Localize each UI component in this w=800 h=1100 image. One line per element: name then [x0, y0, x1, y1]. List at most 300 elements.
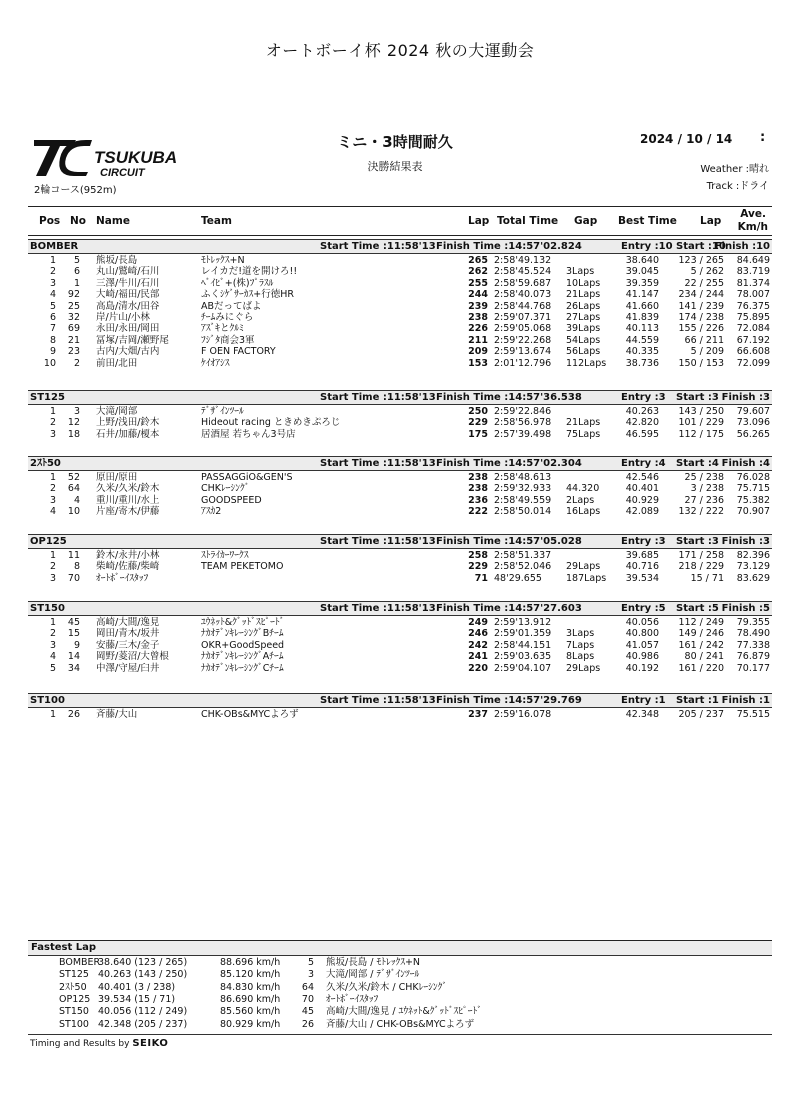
cell-no: 12	[67, 417, 80, 429]
result-row	[28, 495, 772, 506]
cell-no: 1	[73, 277, 80, 289]
cell-total-time: 2:58'49.132	[494, 255, 552, 266]
cell-best-time: 42.820	[625, 417, 659, 429]
cell-ave: 78.490	[736, 628, 770, 640]
col-best-lap: Lap	[700, 215, 722, 227]
cell-no: 11	[67, 550, 80, 561]
cell-pos: 5	[49, 662, 56, 674]
cell-best-lap: 101 / 229	[678, 417, 724, 429]
cell-gap: 21Laps	[566, 417, 601, 429]
cell-team: ﾅｶｵﾃﾞﾝｷﾚｰｼﾝｸﾞAﾁｰﾑ	[201, 651, 284, 663]
event-title: オートボーイ杯 2024 秋の大運動会	[265, 41, 535, 60]
cell-best-time: 41.660	[625, 300, 659, 312]
cell-no: 18	[67, 428, 80, 440]
class-header	[28, 239, 772, 254]
cell-best-time: 41.057	[625, 639, 659, 651]
cell-lap: 249	[468, 617, 488, 628]
cell-best-time: 44.559	[625, 334, 659, 346]
fl-rider-team: 斉藤/大山 / CHK-OBs&MYCよろず	[326, 1018, 475, 1030]
cell-no: 92	[67, 289, 80, 301]
fl-time: 42.348 (205 / 237)	[98, 1018, 188, 1030]
class-finish-time: Finish Time :14:57'36.538	[436, 392, 582, 403]
cell-total-time: 2:59'13.912	[494, 617, 552, 628]
cell-gap: 3Laps	[566, 266, 595, 278]
class-header	[28, 456, 772, 471]
result-row	[28, 561, 772, 572]
cell-total-time: 2:59'32.933	[494, 483, 552, 495]
cell-pos: 3	[49, 277, 56, 289]
cell-best-lap: 66 / 211	[684, 334, 724, 346]
col-ave: Ave.	[740, 208, 766, 220]
cell-name: 永田/永田/岡田	[96, 323, 160, 335]
cell-best-time: 40.800	[625, 628, 659, 640]
cell-total-time: 48'29.655	[494, 572, 542, 584]
result-row	[28, 346, 772, 357]
cell-ave: 66.608	[736, 346, 770, 358]
result-row	[28, 550, 772, 561]
cell-best-lap: 22 / 255	[684, 277, 724, 289]
cell-ave: 76.375	[736, 300, 770, 312]
cell-best-lap: 112 / 249	[678, 617, 724, 628]
fl-rider-team: 大滝/岡部 / ﾃﾞｻﾞｲﾝﾂｰﾙ	[326, 969, 420, 981]
cell-pos: 2	[49, 417, 56, 429]
fl-time: 40.401 (3 / 238)	[98, 981, 176, 993]
cell-best-lap: 123 / 265	[678, 255, 724, 266]
cell-name: 重川/重川/水上	[96, 494, 160, 506]
fastest-lap-row	[28, 1006, 772, 1018]
fl-class: ST100	[59, 1018, 89, 1030]
cell-team: PASSAGGiO&GEN'S	[201, 472, 293, 483]
cell-ave: 72.084	[736, 323, 770, 335]
class-name: ST150	[30, 603, 65, 614]
cell-ave: 83.629	[736, 572, 770, 584]
cell-lap: 241	[468, 651, 488, 663]
cell-total-time: 2:58'52.046	[494, 561, 552, 573]
cell-team: CHKﾚｰｼﾝｸﾞ	[201, 483, 250, 495]
cell-best-lap: 218 / 229	[678, 561, 724, 573]
cell-ave: 78.007	[736, 289, 770, 301]
class-header	[28, 601, 772, 616]
cell-pos: 7	[49, 323, 56, 335]
result-row	[28, 663, 772, 674]
cell-team: 居酒屋 若ちゃん3号店	[201, 428, 296, 440]
cell-pos: 4	[49, 289, 56, 301]
class-start-time: Start Time :11:58'13	[320, 458, 436, 469]
cell-no: 34	[67, 662, 80, 674]
fl-speed: 84.830 km/h	[220, 981, 281, 993]
result-row	[28, 301, 772, 312]
class-start-time: Start Time :11:58'13	[320, 695, 436, 706]
cell-team: CHK-OBs&MYCよろず	[201, 709, 299, 720]
cell-name: 前田/北田	[96, 357, 138, 369]
cell-gap: 187Laps	[566, 572, 607, 584]
cell-best-lap: 155 / 226	[678, 323, 724, 335]
fl-speed: 86.690 km/h	[220, 993, 281, 1005]
result-row	[28, 472, 772, 483]
cell-gap: 26Laps	[566, 300, 601, 312]
fl-time: 40.263 (143 / 250)	[98, 969, 188, 981]
cell-total-time: 2:58'50.014	[494, 506, 552, 518]
cell-team: ﾍﾞｲﾋﾞ+(株)ﾌﾟﾗｽﾙ	[201, 277, 274, 289]
cell-best-time: 40.192	[625, 662, 659, 674]
cell-name: 石井/加藤/榎本	[96, 428, 160, 440]
fl-no: 70	[301, 993, 314, 1005]
cell-team: ｹｲｵｱｼｽ	[201, 357, 230, 369]
cell-lap: 265	[468, 255, 488, 266]
cell-lap: 255	[468, 277, 488, 289]
cell-ave: 76.879	[736, 651, 770, 663]
cell-name: 柴崎/佐藤/柴崎	[96, 561, 160, 573]
fl-no: 64	[301, 981, 314, 993]
cell-lap: 71	[474, 572, 488, 584]
cell-team: F OEN FACTORY	[201, 346, 276, 358]
cell-gap: 54Laps	[566, 334, 601, 346]
cell-pos: 8	[49, 334, 56, 346]
cell-pos: 2	[49, 483, 56, 495]
class-start-count: Start :1	[676, 695, 719, 706]
cell-name: 岡田/青木/坂井	[96, 628, 160, 640]
result-row	[28, 266, 772, 277]
fl-speed: 80.929 km/h	[220, 1018, 281, 1030]
class-start-time: Start Time :11:58'13	[320, 392, 436, 403]
cell-gap: 112Laps	[566, 357, 607, 369]
cell-no: 5	[73, 255, 80, 266]
cell-pos: 1	[49, 550, 56, 561]
timing-prefix: Timing and Results by	[30, 1039, 130, 1049]
cell-name: 久米/久米/鈴木	[96, 483, 160, 495]
cell-ave: 79.607	[736, 406, 770, 417]
cell-no: 15	[67, 628, 80, 640]
cell-no: 70	[67, 572, 80, 584]
result-row	[28, 255, 772, 266]
cell-name: 原田/原田	[96, 472, 138, 483]
fl-time: 39.534 (15 / 71)	[98, 993, 176, 1005]
cell-lap: 238	[468, 312, 488, 323]
cell-name: 丸山/鷲崎/石川	[96, 266, 160, 278]
class-finish-time: Finish Time :14:57'02.824	[436, 241, 582, 252]
cell-best-lap: 174 / 238	[678, 312, 724, 323]
class-start-count: Start :10	[676, 241, 726, 252]
cell-lap: 242	[468, 639, 488, 651]
cell-pos: 3	[49, 494, 56, 506]
cell-ave: 67.192	[736, 334, 770, 346]
cell-ave: 84.649	[736, 255, 770, 266]
cell-lap: 258	[468, 550, 488, 561]
fl-class: OP125	[59, 993, 91, 1005]
cell-no: 45	[67, 617, 80, 628]
class-name: OP125	[30, 536, 67, 547]
cell-no: 52	[67, 472, 80, 483]
cell-name: 片座/寄木/伊藤	[96, 506, 160, 518]
class-finish-count: Finish :5	[721, 603, 770, 614]
result-row	[28, 506, 772, 517]
cell-ave: 56.265	[736, 428, 770, 440]
class-start-count: Start :4	[676, 458, 719, 469]
cell-total-time: 2:58'49.559	[494, 494, 552, 506]
cell-no: 2	[73, 357, 80, 369]
cell-pos: 4	[49, 651, 56, 663]
col-best-time: Best Time	[618, 215, 677, 227]
class-finish-count: Finish :1	[721, 695, 770, 706]
cell-name: 熊坂/長島	[96, 255, 138, 266]
timing-credit	[30, 1038, 168, 1049]
cell-pos: 1	[49, 472, 56, 483]
cell-gap: 3Laps	[566, 628, 595, 640]
cell-best-lap: 205 / 237	[678, 709, 724, 720]
class-name: ST100	[30, 695, 65, 706]
fastest-lap-title: Fastest Lap	[31, 942, 96, 953]
result-row	[28, 406, 772, 417]
result-row	[28, 709, 772, 720]
cell-pos: 1	[49, 255, 56, 266]
cell-team: GOODSPEED	[201, 494, 262, 506]
fl-class: 2ｽﾄ50	[59, 981, 87, 993]
class-finish-time: Finish Time :14:57'05.028	[436, 536, 582, 547]
cell-gap: 10Laps	[566, 277, 601, 289]
cell-ave: 75.515	[736, 709, 770, 720]
cell-pos: 4	[49, 506, 56, 518]
cell-best-lap: 234 / 244	[678, 289, 724, 301]
cell-team: ﾕｳﾈｯﾄ&ｸﾞｯﾄﾞｽﾋﾟｰﾄﾞ	[201, 617, 285, 628]
fl-class: BOMBER	[59, 957, 101, 968]
class-entry-count: Entry :1	[621, 695, 666, 706]
cell-name: 鈴木/永井/小林	[96, 550, 160, 561]
cell-name: 斉藤/大山	[96, 709, 138, 720]
cell-ave: 77.338	[736, 639, 770, 651]
cell-total-time: 2:58'51.337	[494, 550, 552, 561]
cell-best-lap: 5 / 262	[690, 266, 724, 278]
class-finish-time: Finish Time :14:57'27.603	[436, 603, 582, 614]
cell-name: 大滝/岡部	[96, 406, 138, 417]
cell-best-lap: 161 / 242	[678, 639, 724, 651]
result-row	[28, 358, 772, 369]
col-lap: Lap	[468, 215, 490, 227]
course-label: 2輪コース(952m)	[34, 185, 117, 196]
cell-team: ﾓﾄﾚｯｸｽ+N	[201, 255, 245, 266]
cell-best-time: 41.147	[625, 289, 659, 301]
cell-team: レイカだ!道を開けろ!!	[201, 266, 298, 278]
cell-pos: 9	[49, 346, 56, 358]
cell-name: 冨塚/吉岡/瀬野尾	[96, 334, 169, 346]
class-name: 2ｽﾄ50	[30, 458, 61, 469]
class-name: ST125	[30, 392, 65, 403]
fl-no: 3	[307, 969, 314, 981]
logo-sub: CIRCUIT	[100, 167, 145, 179]
result-row	[28, 640, 772, 651]
cell-lap: 211	[468, 334, 488, 346]
cell-name: 中澤/守屋/臼井	[96, 662, 160, 674]
cell-total-time: 2:57'39.498	[494, 428, 552, 440]
cell-no: 9	[73, 639, 80, 651]
cell-team: TEAM PEKETOMO	[201, 561, 284, 573]
cell-total-time: 2:58'59.687	[494, 277, 552, 289]
cell-total-time: 2:01'12.796	[494, 357, 552, 369]
result-row	[28, 289, 772, 300]
cell-total-time: 2:58'45.524	[494, 266, 552, 278]
cell-ave: 76.028	[736, 472, 770, 483]
fastest-lap-row	[28, 994, 772, 1006]
col-no: No	[70, 215, 87, 227]
class-entry-count: Entry :3	[621, 392, 666, 403]
cell-total-time: 2:59'07.371	[494, 312, 552, 323]
cell-best-time: 39.685	[625, 550, 659, 561]
fl-rider-team: 久米/久米/鈴木 / CHKﾚｰｼﾝｸﾞ	[326, 981, 448, 993]
cell-gap: 27Laps	[566, 312, 601, 323]
class-entry-count: Entry :3	[621, 536, 666, 547]
cell-no: 4	[73, 494, 80, 506]
cell-lap: 209	[468, 346, 488, 358]
fastest-lap-header	[28, 940, 772, 956]
fl-time: 38.640 (123 / 265)	[98, 957, 188, 968]
cell-no: 3	[73, 406, 80, 417]
cell-best-time: 40.056	[625, 617, 659, 628]
col-total-time: Total Time	[497, 215, 559, 227]
cell-lap: 246	[468, 628, 488, 640]
class-start-count: Start :3	[676, 536, 719, 547]
cell-pos: 1	[49, 617, 56, 628]
result-row	[28, 483, 772, 494]
cell-total-time: 2:59'05.068	[494, 323, 552, 335]
cell-best-lap: 161 / 220	[678, 662, 724, 674]
cell-best-time: 41.839	[625, 312, 659, 323]
cell-best-time: 40.716	[625, 561, 659, 573]
cell-team: ﾅｶｵﾃﾞﾝｷﾚｰｼﾝｸﾞCﾁｰﾑ	[201, 662, 284, 674]
cell-pos: 1	[49, 406, 56, 417]
cell-team: ABだってばよ	[201, 300, 262, 312]
col-gap: Gap	[574, 215, 598, 227]
class-finish-count: Finish :10	[714, 241, 770, 252]
cell-best-time: 42.546	[625, 472, 659, 483]
cell-team: ふくｼｹﾞｻｰｶｽ+行徳HR	[201, 289, 294, 301]
cell-lap: 237	[468, 709, 488, 720]
cell-pos: 3	[49, 639, 56, 651]
cell-team: ﾅｶｵﾃﾞﾝｷﾚｰｼﾝｸﾞBﾁｰﾑ	[201, 628, 284, 640]
cell-pos: 5	[49, 300, 56, 312]
fl-class: ST125	[59, 969, 89, 981]
class-start-count: Start :3	[676, 392, 719, 403]
cell-gap: 75Laps	[566, 428, 601, 440]
cell-best-lap: 3 / 238	[690, 483, 724, 495]
cell-best-time: 42.348	[625, 709, 659, 720]
cell-lap: 244	[468, 289, 488, 301]
class-entry-count: Entry :5	[621, 603, 666, 614]
race-title: ミニ・3時間耐久	[337, 133, 453, 151]
cell-no: 8	[73, 561, 80, 573]
cell-lap: 229	[468, 561, 488, 573]
cell-name: 上野/浅田/鈴木	[96, 417, 160, 429]
fl-time: 40.056 (112 / 249)	[98, 1006, 188, 1018]
result-row	[28, 573, 772, 584]
cell-lap: 153	[468, 357, 488, 369]
cell-best-lap: 27 / 236	[684, 494, 724, 506]
class-header	[28, 390, 772, 405]
result-row	[28, 429, 772, 440]
col-kmh: Km/h	[737, 221, 768, 233]
cell-pos: 3	[49, 572, 56, 584]
cell-best-time: 40.986	[625, 651, 659, 663]
cell-best-time: 40.401	[625, 483, 659, 495]
cell-best-lap: 141 / 239	[678, 300, 724, 312]
fl-rider-team: 高崎/大間/逸見 / ﾕｳﾈｯﾄ&ｸﾞｯﾄﾞｽﾋﾟｰﾄﾞ	[326, 1006, 483, 1018]
cell-team: ｱｽｶ2	[201, 506, 222, 518]
cell-pos: 3	[49, 428, 56, 440]
cell-best-time: 39.359	[625, 277, 659, 289]
cell-total-time: 2:59'22.846	[494, 406, 552, 417]
cell-team: Hideout racing ときめきぷろじ	[201, 417, 341, 429]
seiko-logo: SEIKO	[132, 1038, 169, 1049]
cell-no: 26	[67, 709, 80, 720]
class-start-time: Start Time :11:58'13	[320, 603, 436, 614]
cell-lap: 222	[468, 506, 488, 518]
fl-speed: 85.120 km/h	[220, 969, 281, 981]
race-date: 2024 / 10 / 14	[640, 132, 733, 146]
fl-no: 26	[301, 1018, 314, 1030]
cell-team: OKR+GoodSpeed	[201, 639, 285, 651]
class-header	[28, 693, 772, 708]
cell-ave: 83.719	[736, 266, 770, 278]
class-start-time: Start Time :11:58'13	[320, 536, 436, 547]
class-start-count: Start :5	[676, 603, 719, 614]
cell-ave: 75.895	[736, 312, 770, 323]
cell-no: 6	[73, 266, 80, 278]
cell-best-lap: 80 / 241	[684, 651, 724, 663]
cell-team: ｽﾄﾗｲｶｰﾜｰｸｽ	[201, 550, 249, 561]
cell-best-lap: 25 / 238	[684, 472, 724, 483]
cell-ave: 70.177	[736, 662, 770, 674]
fastest-lap-row	[28, 957, 772, 969]
cell-name: 岸/片山/小林	[96, 312, 150, 323]
cell-no: 32	[67, 312, 80, 323]
class-finish-count: Finish :3	[721, 392, 770, 403]
cell-gap: 29Laps	[566, 662, 601, 674]
cell-best-time: 46.595	[625, 428, 659, 440]
cell-gap: 39Laps	[566, 323, 601, 335]
cell-no: 23	[67, 346, 80, 358]
weather: Weather :晴れ	[700, 164, 769, 175]
cell-ave: 73.129	[736, 561, 770, 573]
cell-best-time: 39.045	[625, 266, 659, 278]
cell-ave: 73.096	[736, 417, 770, 429]
col-team: Team	[201, 215, 232, 227]
class-entry-count: Entry :10	[621, 241, 673, 252]
cell-gap: 7Laps	[566, 639, 595, 651]
cell-pos: 10	[43, 357, 56, 369]
cell-total-time: 2:58'44.151	[494, 639, 552, 651]
result-row	[28, 323, 772, 334]
cell-gap: 21Laps	[566, 289, 601, 301]
col-name: Name	[96, 215, 130, 227]
fl-no: 45	[301, 1006, 314, 1018]
cell-best-time: 40.335	[625, 346, 659, 358]
cell-total-time: 2:59'04.107	[494, 662, 552, 674]
cell-ave: 82.396	[736, 550, 770, 561]
cell-best-lap: 15 / 71	[690, 572, 724, 584]
track-condition: Track :ドライ	[706, 181, 769, 192]
cell-team: ﾃﾞｻﾞｲﾝﾂｰﾙ	[201, 406, 244, 417]
cell-pos: 6	[49, 312, 56, 323]
cell-best-time: 40.263	[625, 406, 659, 417]
cell-gap: 44.320	[566, 483, 600, 495]
cell-lap: 226	[468, 323, 488, 335]
cell-lap: 220	[468, 662, 488, 674]
cell-lap: 175	[468, 428, 488, 440]
result-row	[28, 278, 772, 289]
cell-gap: 29Laps	[566, 561, 601, 573]
cell-lap: 238	[468, 472, 488, 483]
cell-best-lap: 150 / 153	[678, 357, 724, 369]
fl-speed: 88.696 km/h	[220, 957, 281, 968]
cell-best-time: 40.929	[625, 494, 659, 506]
